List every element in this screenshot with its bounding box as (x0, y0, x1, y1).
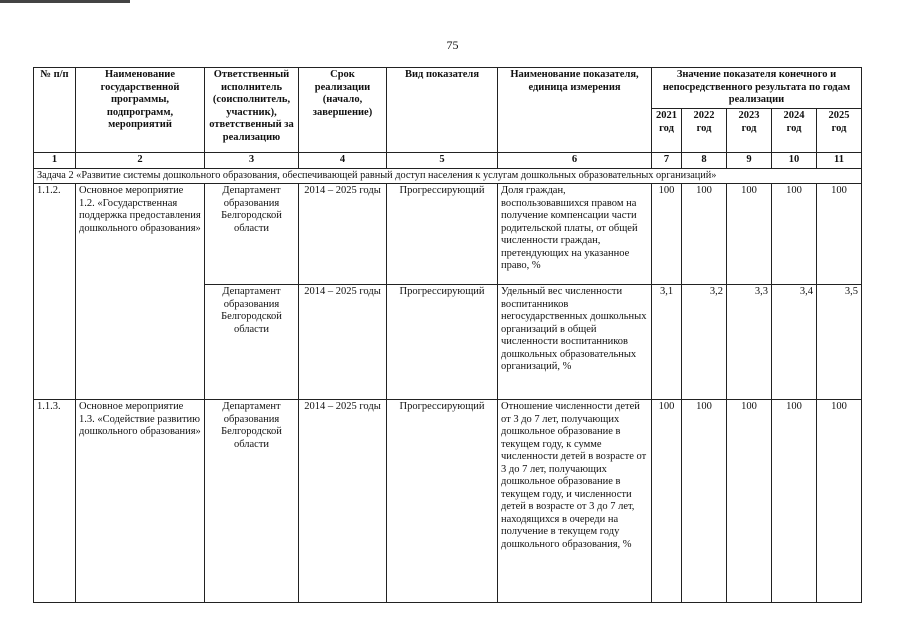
value-2023: 100 (727, 400, 772, 603)
value-2024: 100 (772, 184, 817, 285)
scan-edge (0, 0, 130, 3)
indicator-name: Удельный вес численности воспитанников негосударственных дошкольных организаций в общей численности воспитанников дошкольных образовательных организаций, % (498, 285, 652, 400)
column-number: 7 (652, 153, 682, 169)
column-number: 8 (682, 153, 727, 169)
value-2022: 100 (682, 400, 727, 603)
indicator-type: Прогрессирующий (387, 184, 498, 285)
period: 2014 – 2025 годы (299, 400, 387, 603)
executor: Департамент образования Белгородской области (205, 400, 299, 603)
column-number: 5 (387, 153, 498, 169)
indicator-name: Отношение численности детей от 3 до 7 лет, получающих дошкольное образование в текущем году, к сумме численности детей в возрасте от 3 до 7 лет, получающих дошкольное образование в текущем году, и численности детей в возрасте от 3 до 7 лет, находящихся в очереди на получение в текущем году дошкольного образования, % (498, 400, 652, 603)
column-number: 11 (817, 153, 862, 169)
indicators-table (33, 67, 862, 603)
indicator-type: Прогрессирующий (387, 400, 498, 603)
value-2022: 100 (682, 184, 727, 285)
value-2021: 3,1 (652, 285, 682, 400)
value-2025: 100 (817, 184, 862, 285)
row-number: 1.1.3. (34, 400, 76, 603)
header-number: № п/п (34, 68, 76, 153)
header-executor: Ответственный исполнитель (соисполнитель, участник), ответственный за реализацию (205, 68, 299, 153)
header-year-2025: 2025 год (817, 109, 862, 153)
header-indicator-type: Вид показателя (387, 68, 498, 153)
value-2023: 100 (727, 184, 772, 285)
measure-name: Основное мероприятие 1.2. «Государственная поддержка предоставления дошкольного образования» (76, 184, 205, 400)
period: 2014 – 2025 годы (299, 285, 387, 400)
task-row (34, 168, 862, 184)
indicator-type: Прогрессирующий (387, 285, 498, 400)
indicator-name: Доля граждан, воспользовавшихся правом на получение компенсации части родительской платы, от общей численности граждан, претендующих на указанное право, % (498, 184, 652, 285)
value-2025: 100 (817, 400, 862, 603)
value-2021: 100 (652, 400, 682, 603)
header-program-name: Наименование государственной программы, подпрограмм, мероприятий (76, 68, 205, 153)
value-2023: 3,3 (727, 285, 772, 400)
value-2021: 100 (652, 184, 682, 285)
header-values-group: Значение показателя конечного и непосредственного результата по годам реализации (652, 68, 862, 109)
executor: Департамент образования Белгородской области (205, 184, 299, 285)
value-2025: 3,5 (817, 285, 862, 400)
header-year-2023: 2023 год (727, 109, 772, 153)
measure-name: Основное мероприятие 1.3. «Содействие развитию дошкольного образования» (76, 400, 205, 603)
header-row (34, 68, 862, 109)
column-number: 4 (299, 153, 387, 169)
column-number: 6 (498, 153, 652, 169)
value-2024: 3,4 (772, 285, 817, 400)
header-year-2024: 2024 год (772, 109, 817, 153)
task-title: Задача 2 «Развитие системы дошкольного образования, обеспечивающей равный доступ населения к услугам дошкольных образовательных организаций» (34, 168, 862, 184)
column-number: 3 (205, 153, 299, 169)
row-number: 1.1.2. (34, 184, 76, 400)
column-number: 9 (727, 153, 772, 169)
period: 2014 – 2025 годы (299, 184, 387, 285)
column-numbers-row (34, 153, 862, 169)
header-period: Срок реализации (начало, завершение) (299, 68, 387, 153)
column-number: 1 (34, 153, 76, 169)
header-year-2022: 2022 год (682, 109, 727, 153)
page-number: 75 (446, 38, 459, 52)
header-year-2021: 2021 год (652, 109, 682, 153)
value-2024: 100 (772, 400, 817, 603)
table-row (34, 400, 862, 603)
column-number: 2 (76, 153, 205, 169)
header-indicator-name: Наименование показателя, единица измерения (498, 68, 652, 153)
column-number: 10 (772, 153, 817, 169)
value-2022: 3,2 (682, 285, 727, 400)
table-row (34, 184, 862, 285)
executor: Департамент образования Белгородской области (205, 285, 299, 400)
